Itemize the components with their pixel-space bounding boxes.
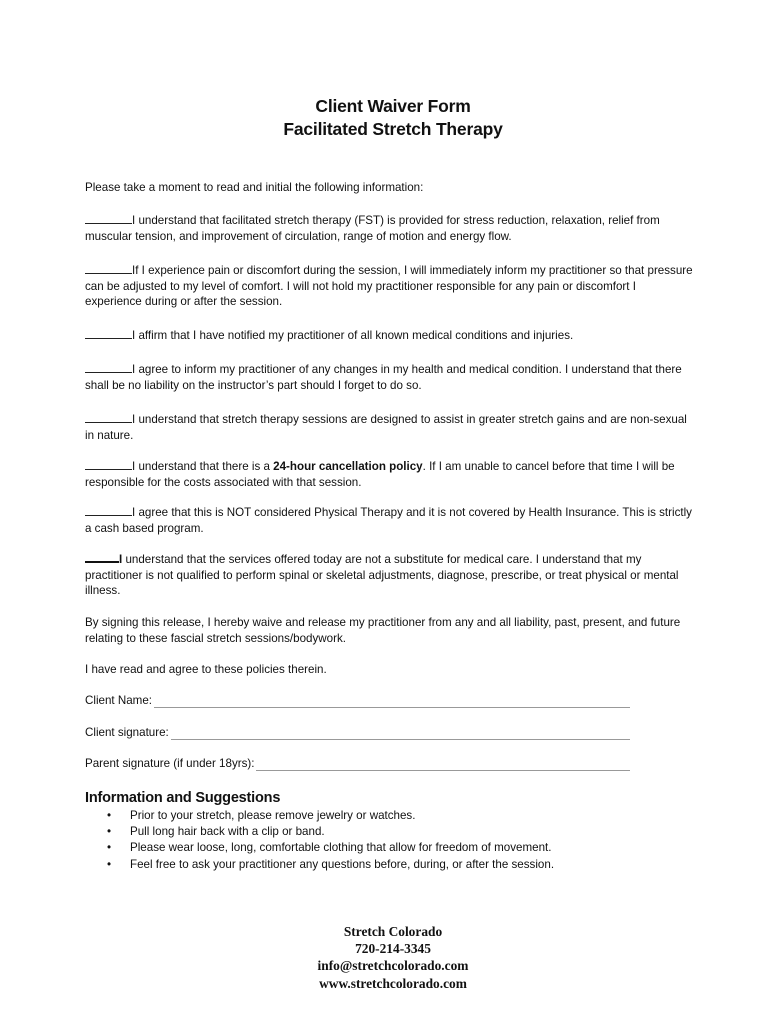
- client-name-field[interactable]: [154, 697, 630, 708]
- list-item: [85, 857, 554, 873]
- waiver-item-text: I understand that facilitated stretch therapy (FST) is provided for stress reduction, relaxation, relief from muscular tension, and improvement of circulation, range of motion and energy flow.: [85, 214, 660, 243]
- title-line-1: Client Waiver Form: [315, 96, 471, 116]
- list-item: [85, 840, 554, 856]
- bullet-text: Prior to your stretch, please remove jewelry or watches.: [130, 809, 416, 822]
- waiver-item-3: [85, 327, 695, 344]
- release-statement: By signing this release, I hereby waive and release my practitioner from any and all liability, past, present, and future relating to these fascial stretch sessions/bodywork.: [85, 616, 681, 645]
- contact-footer: [0, 923, 770, 992]
- waiver-item-text-after: . If I am unable to cancel before that time I will be responsible for the costs associated with that session.: [85, 460, 675, 489]
- parent-signature-row: [85, 756, 630, 771]
- waiver-item-8: [85, 550, 695, 599]
- waiver-item-1: [85, 212, 695, 244]
- initial-blank[interactable]: [85, 458, 132, 470]
- waiver-item-text: If I experience pain or discomfort during the session, I will immediately inform my practitioner so that pressure can be adjusted to my level of comfort. I will not hold my practitioner responsible for any pain or discomfort I experience during or after the session.: [85, 264, 693, 308]
- waiver-item-text: I affirm that I have notified my practitioner of all known medical conditions and injuries.: [132, 329, 574, 342]
- waiver-item-text: I agree to inform my practitioner of any changes in my health and medical condition. I understand that there shall be no liability on the instructor’s part should I forget to do so.: [85, 363, 682, 392]
- agreement-statement: I have read and agree to these policies therein.: [85, 663, 327, 676]
- initial-blank[interactable]: [85, 212, 132, 224]
- title-line-2: Facilitated Stretch Therapy: [283, 119, 503, 139]
- waiver-item-5: [85, 411, 695, 443]
- client-signature-field[interactable]: [171, 729, 630, 740]
- info-bullet-list: [85, 808, 554, 873]
- waiver-item-text: I understand that stretch therapy sessions are designed to assist in greater stretch gains and are non-sexual in nature.: [85, 413, 687, 442]
- waiver-item-4: [85, 361, 695, 393]
- parent-signature-field[interactable]: [256, 760, 630, 771]
- waiver-item-text: understand that the services offered today are not a substitute for medical care. I understand that my practitioner is not qualified to perform spinal or skeletal adjustments, diagnose, prescribe, or treat physical or mental illness.: [85, 553, 679, 597]
- client-signature-label: Client signature:: [85, 726, 169, 739]
- waiver-item-6: [85, 458, 695, 490]
- waiver-item-7: [85, 504, 695, 536]
- bullet-text: Please wear loose, long, comfortable clothing that allow for freedom of movement.: [130, 841, 552, 855]
- initial-blank[interactable]: [85, 504, 132, 516]
- initial-blank[interactable]: [85, 411, 132, 423]
- email-address: info@stretchcolorado.com: [317, 958, 469, 974]
- list-item: [85, 808, 554, 824]
- bullet-icon: •: [107, 857, 112, 871]
- form-title: [0, 95, 770, 141]
- company-name: Stretch Colorado: [343, 924, 443, 939]
- bullet-icon: •: [107, 841, 112, 855]
- client-name-label: Client Name:: [85, 694, 153, 707]
- initial-blank[interactable]: [85, 327, 132, 339]
- cancellation-policy-emphasis: 24-hour cancellation policy: [273, 460, 423, 473]
- list-item: [85, 824, 554, 840]
- bullet-icon: •: [107, 825, 112, 839]
- bullet-text: Pull long hair back with a clip or band.: [130, 825, 325, 839]
- client-name-row: [85, 693, 630, 708]
- bullet-icon: •: [107, 809, 112, 822]
- initial-blank[interactable]: [85, 361, 132, 373]
- parent-signature-label: Parent signature (if under 18yrs):: [85, 757, 255, 770]
- waiver-item-text: I agree that this is NOT considered Physical Therapy and it is not covered by Health Insurance. This is strictly a cash based program.: [85, 506, 692, 535]
- intro-text: Please take a moment to read and initial the following information:: [85, 181, 424, 194]
- waiver-item-lead: I: [119, 553, 123, 566]
- website-url: www.stretchcolorado.com: [319, 975, 467, 991]
- client-signature-row: [85, 725, 630, 740]
- waiver-item-2: [85, 262, 695, 310]
- waiver-item-text-before: I understand that there is a: [132, 460, 274, 473]
- bullet-text: Feel free to ask your practitioner any questions before, during, or after the session.: [130, 857, 555, 871]
- info-heading: Information and Suggestions: [85, 790, 281, 806]
- initial-blank[interactable]: [85, 262, 132, 274]
- phone-number: 720-214-3345: [355, 941, 431, 957]
- initial-blank[interactable]: [85, 550, 119, 563]
